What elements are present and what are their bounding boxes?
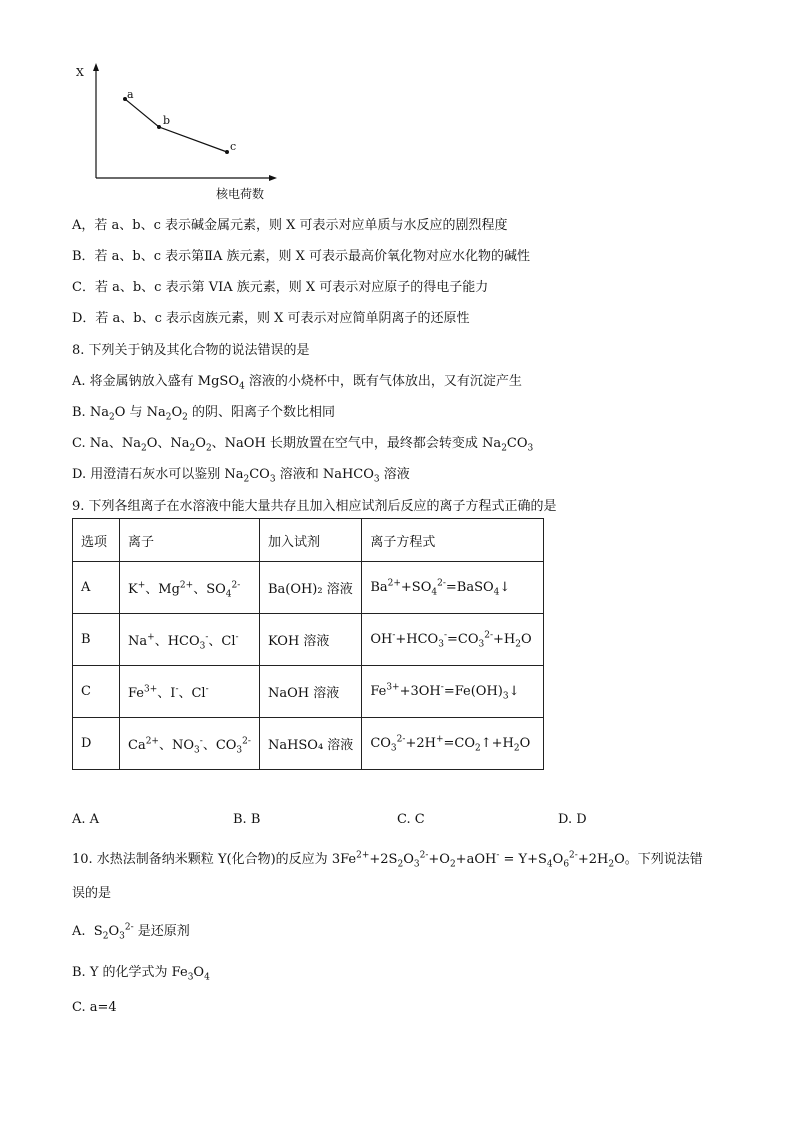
row-ions: Na+、$HCO_3^-$、Cl- <box>120 614 260 666</box>
row-option: C <box>73 666 120 718</box>
point-c <box>225 150 229 154</box>
q7-option-b: B．若 a、b、c 表示第ⅡA 族元素，则 X 可表示最高价氧化物对应水化物的碱性 <box>72 249 531 264</box>
table-header-row <box>73 519 544 562</box>
row-reagent: NaHSO₄ 溶液 <box>259 718 361 770</box>
row-option: A <box>73 562 120 614</box>
point-c-label: c <box>230 140 237 153</box>
row-equation: $Ba^{2+}+SO_4^{2-}=BaSO_4↓$ <box>362 562 544 614</box>
q9-answer-d: D. D <box>558 812 587 827</box>
q10-stem: 10. 水热法制备纳米颗粒 Y(化合物)的反应为 $3Fe^{2+}+2S_2O_3^{2-}+O_2+aOH^- = Y+S_4O_6^{2-}+2H_2O$。下列说法错 <box>72 850 703 870</box>
trend-line <box>125 99 227 152</box>
q7-option-d: D．若 a、b、c 表示卤族元素，则 X 可表示对应简单阴离子的还原性 <box>72 311 470 326</box>
y-axis-label: X <box>76 66 84 79</box>
q9-stem: 9. 下列各组离子在水溶液中能大量共存且加入相应试剂后反应的离子方程式正确的是 <box>72 499 557 514</box>
q7-option-a: A，若 a、b、c 表示碱金属元素，则 X 可表示对应单质与水反应的剧烈程度 <box>72 218 508 233</box>
row-reagent: Ba(OH)₂ 溶液 <box>259 562 361 614</box>
header-option: 选项 <box>73 519 120 562</box>
table-row <box>73 562 544 614</box>
row-reagent: KOH 溶液 <box>259 614 361 666</box>
point-a-label: a <box>127 88 134 101</box>
q10-option-a: A. $S_2O_3^{2-}$ 是还原剂 <box>72 922 190 942</box>
header-reagent: 加入试剂 <box>259 519 361 562</box>
row-option: D <box>73 718 120 770</box>
point-b-label: b <box>163 114 171 127</box>
row-ions: $Fe^{3+}$、I-、Cl- <box>120 666 260 718</box>
q7-option-c: C．若 a、b、c 表示第 VIA 族元素，则 X 可表示对应原子的得电子能力 <box>72 280 489 295</box>
q8-option-a: A. 将金属钠放入盛有 MgSO$_4$ 溶液的小烧杯中，既有气体放出，又有沉淀产生 <box>72 374 522 392</box>
q10-stem-cont: 误的是 <box>72 886 112 901</box>
point-b <box>157 125 161 129</box>
q10-option-c: C. a=4 <box>72 1000 117 1015</box>
q9-answer-a: A. A <box>72 812 100 827</box>
q10-option-b: B. Y 的化学式为 $Fe_3O_4$ <box>72 965 210 983</box>
q8-option-b: B. $Na_2O$ 与 $Na_2O_2$ 的阴、阳离子个数比相同 <box>72 405 336 423</box>
row-ions: $Ca^{2+}$、$NO_3^-$、$CO_3^{2-}$ <box>120 718 260 770</box>
q8-option-d: D. 用澄清石灰水可以鉴别 $Na_2CO_3$ 溶液和 NaHCO$_3$ 溶液 <box>72 467 410 485</box>
row-equation: $Fe^{3+}+3OH^-=Fe(OH)_3↓$ <box>362 666 544 718</box>
q8-option-c: C. Na、$Na_2O$、$Na_2O_2$、NaOH 长期放置在空气中，最终都会转变成 $Na_2CO_3$ <box>72 436 534 454</box>
header-equation: 离子方程式 <box>362 519 544 562</box>
row-equation: $OH^-+HCO_3^-=CO_3^{2-}+H_2O$ <box>362 614 544 666</box>
ion-table <box>72 518 544 770</box>
q8-stem: 8. 下列关于钠及其化合物的说法错误的是 <box>72 343 310 358</box>
table-row <box>73 718 544 770</box>
header-ions: 离子 <box>120 519 260 562</box>
table-row <box>73 614 544 666</box>
table-row <box>73 666 544 718</box>
row-equation: $CO_3^{2-}+2H^+=CO_2↑+H_2O$ <box>362 718 544 770</box>
row-reagent: NaOH 溶液 <box>259 666 361 718</box>
q9-answer-c: C. C <box>397 812 425 827</box>
row-option: B <box>73 614 120 666</box>
y-axis-arrow <box>93 63 99 71</box>
row-ions: K+、$Mg^{2+}$、$SO_4^{2-}$ <box>120 562 260 614</box>
trend-graph <box>66 58 286 203</box>
x-axis-arrow <box>269 175 277 181</box>
x-axis-label: 核电荷数 <box>216 187 265 201</box>
q9-answer-b: B. B <box>233 812 261 827</box>
